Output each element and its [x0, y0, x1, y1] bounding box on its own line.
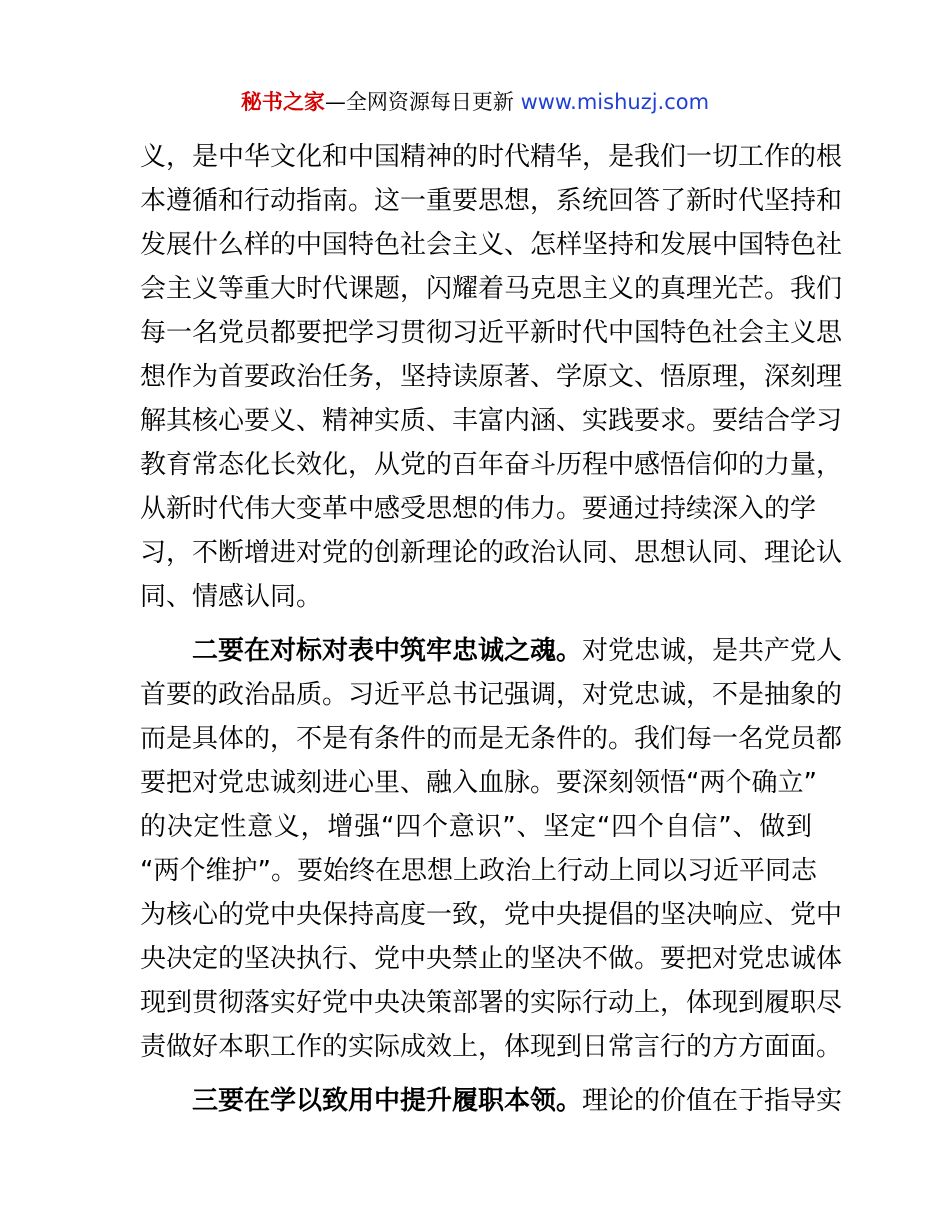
website-link[interactable]: www.mishuzj.com [520, 90, 710, 114]
paragraph-1 [140, 135, 843, 619]
text-run: 对党忠诚，是共产党人 [582, 636, 843, 666]
text-line: 教育常态化长效化，从党的百年奋斗历程中感悟信仰的力量， [140, 450, 843, 480]
text-line: 而是具体的，不是有条件的而是无条件的。我们每一名党员都 [140, 724, 843, 754]
text-line: 要把对党忠诚刻进心里、融入血脉。要深刻领悟“两个确立” [140, 768, 817, 798]
text-line: “两个维护”。要始终在思想上政治上行动上同以习近平同志 [140, 856, 817, 886]
paragraph-2 [140, 629, 843, 1069]
page-header [0, 87, 950, 117]
text-line: 习，不断增进对党的创新理论的政治认同、思想认同、理论认 [140, 538, 843, 568]
text-line: 首要的政治品质。习近平总书记强调，对党忠诚，不是抽象的 [140, 680, 843, 710]
text-line: 的决定性意义，增强“四个意识”、坚定“四个自信”、做到 [140, 812, 812, 842]
text-line: 义，是中华文化和中国精神的时代精华，是我们一切工作的根 [140, 142, 843, 172]
text-line: 发展什么样的中国特色社会主义、怎样坚持和发展中国特色社 [140, 230, 843, 260]
text-line: 每一名党员都要把学习贯彻习近平新时代中国特色社会主义思 [140, 318, 843, 348]
section-heading: 二要在对标对表中筑牢忠诚之魂。 [192, 636, 583, 666]
text-line: 解其核心要义、精神实质、丰富内涵、实践要求。要结合学习 [140, 406, 843, 436]
text-line: 本遵循和行动指南。这一重要思想，系统回答了新时代坚持和 [140, 186, 843, 216]
text-line: 央决定的坚决执行、党中央禁止的坚决不做。要把对党忠诚体 [140, 944, 843, 974]
paragraph-3 [140, 1079, 843, 1123]
text-run: 理论的价值在于指导实 [582, 1086, 843, 1116]
paragraph-first-line [140, 629, 843, 673]
text-line: 现到贯彻落实好党中央决策部署的实际行动上，体现到履职尽 [140, 988, 843, 1018]
text-line: 同、情感认同。 [140, 582, 323, 612]
text-line: 想作为首要政治任务，坚持读原著、学原文、悟原理，深刻理 [140, 362, 843, 392]
text-line: 会主义等重大时代课题，闪耀着马克思主义的真理光芒。我们 [140, 274, 843, 304]
text-line: 从新时代伟大变革中感受思想的伟力。要通过持续深入的学 [140, 494, 817, 524]
text-line: 责做好本职工作的实际成效上，体现到日常言行的方方面面。 [140, 1032, 843, 1062]
document-body [140, 135, 843, 1123]
brand-name: 秘书之家 [240, 90, 325, 114]
header-tagline: —全网资源每日更新 [324, 90, 514, 114]
paragraph-first-line [140, 1079, 843, 1123]
text-line: 为核心的党中央保持高度一致，党中央提倡的坚决响应、党中 [140, 900, 843, 930]
section-heading: 三要在学以致用中提升履职本领。 [192, 1086, 583, 1116]
